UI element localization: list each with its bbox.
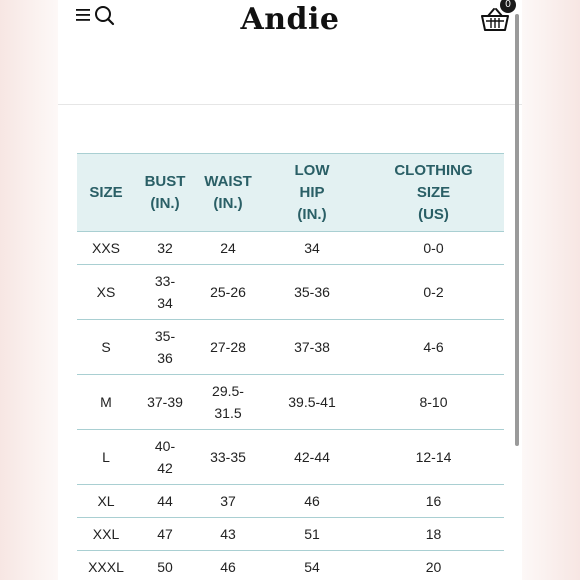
scrollbar[interactable] <box>515 14 519 446</box>
table-cell: 27-28 <box>195 320 261 375</box>
table-cell: 33- 34 <box>135 265 195 320</box>
table-cell: 42-44 <box>261 430 363 485</box>
column-header: LOW HIP (IN.) <box>261 154 363 232</box>
table-row <box>77 265 504 320</box>
table-cell: 16 <box>363 485 504 518</box>
table-row <box>77 518 504 551</box>
table-cell: XXXL <box>77 551 135 580</box>
table-cell: 32 <box>135 232 195 265</box>
table-row <box>77 485 504 518</box>
brand-logo[interactable]: Andie <box>240 2 340 37</box>
table-cell: XL <box>77 485 135 518</box>
table-row <box>77 430 504 485</box>
table-cell: 50 <box>135 551 195 580</box>
column-header: SIZE <box>77 154 135 232</box>
column-header: BUST (IN.) <box>135 154 195 232</box>
size-chart-table <box>77 153 504 580</box>
page <box>58 0 522 580</box>
table-cell: 37 <box>195 485 261 518</box>
table-cell: 34 <box>261 232 363 265</box>
table-cell: 0-2 <box>363 265 504 320</box>
cart-count-badge: 0 <box>500 0 516 13</box>
table-cell: XS <box>77 265 135 320</box>
table-cell: 51 <box>261 518 363 551</box>
table-cell: 37-39 <box>135 375 195 430</box>
table-row <box>77 551 504 580</box>
table-cell: 18 <box>363 518 504 551</box>
table-cell: 33-35 <box>195 430 261 485</box>
table-cell: 43 <box>195 518 261 551</box>
table-cell: 40- 42 <box>135 430 195 485</box>
table-cell: 8-10 <box>363 375 504 430</box>
table-cell: 37-38 <box>261 320 363 375</box>
table-cell: 39.5-41 <box>261 375 363 430</box>
table-cell: 24 <box>195 232 261 265</box>
table-cell: 35- 36 <box>135 320 195 375</box>
table-cell: 4-6 <box>363 320 504 375</box>
table-cell: 35-36 <box>261 265 363 320</box>
table-cell: 20 <box>363 551 504 580</box>
column-header: CLOTHING SIZE (US) <box>363 154 504 232</box>
column-header: WAIST (IN.) <box>195 154 261 232</box>
cart-button[interactable] <box>478 0 514 34</box>
table-cell: XXS <box>77 232 135 265</box>
table-cell: 12-14 <box>363 430 504 485</box>
table-cell: 25-26 <box>195 265 261 320</box>
table-cell: XXL <box>77 518 135 551</box>
table-cell: 54 <box>261 551 363 580</box>
table-cell: 47 <box>135 518 195 551</box>
table-row <box>77 375 504 430</box>
table-cell: 46 <box>195 551 261 580</box>
site-header <box>58 0 522 105</box>
table-cell: L <box>77 430 135 485</box>
table-row <box>77 320 504 375</box>
table-cell: S <box>77 320 135 375</box>
table-cell: M <box>77 375 135 430</box>
table-header-row <box>77 154 504 232</box>
table-cell: 46 <box>261 485 363 518</box>
table-cell: 0-0 <box>363 232 504 265</box>
table-cell: 29.5- 31.5 <box>195 375 261 430</box>
table-cell: 44 <box>135 485 195 518</box>
table-row <box>77 232 504 265</box>
